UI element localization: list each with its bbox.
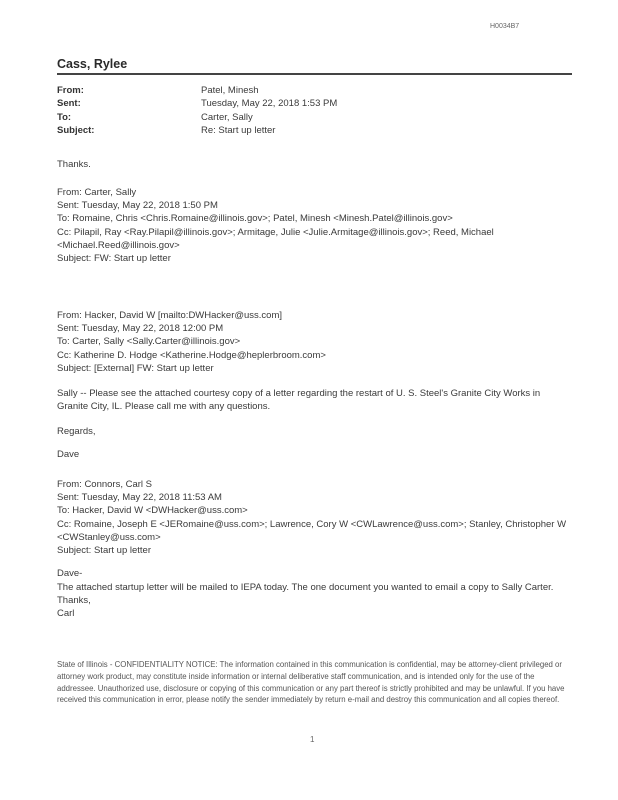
forward-1-header	[57, 186, 572, 265]
to-value: Carter, Sally	[201, 111, 253, 123]
message-header	[57, 84, 572, 138]
fwd2-subject: Subject: [External] FW: Start up letter	[57, 362, 214, 374]
sent-value: Tuesday, May 22, 2018 1:53 PM	[201, 98, 338, 110]
fwd1-cc: Cc: Pilapil, Ray <Ray.Pilapil@illinois.gov>; Armitage, Julie <Julie.Armitage@illinois.gov>; Reed, Michael	[57, 226, 494, 238]
fwd2-body: Sally -- Please see the attached courtesy copy of a letter regarding the restart of U. S. Steel's Granite City Works in Granite City, IL. Please call me with any questions.	[57, 388, 541, 413]
fwd1-from: From: Carter, Sally	[57, 187, 137, 198]
to-label: To:	[57, 111, 72, 123]
fwd3-to: To: Hacker, David W <DWHacker@uss.com>	[57, 505, 248, 517]
page-number: 1	[310, 735, 315, 744]
fwd3-sent: Sent: Tuesday, May 22, 2018 11:53 AM	[57, 492, 222, 504]
fwd2-regards: Regards,	[57, 426, 96, 437]
fwd3-cc-cont: <CWStanley@uss.com>	[57, 531, 161, 543]
forward-2-header	[57, 309, 572, 375]
fwd1-subject: Subject: FW: Start up letter	[57, 253, 171, 265]
header-sent-row	[57, 97, 572, 110]
subject-label: Subject:	[57, 125, 95, 137]
fwd3-thanks: Thanks,	[57, 595, 91, 606]
header-to-row	[57, 111, 572, 124]
fwd1-sent: Sent: Tuesday, May 22, 2018 1:50 PM	[57, 200, 218, 212]
from-label: From:	[57, 85, 84, 96]
bates-number: H0034B7	[490, 23, 520, 30]
sent-label: Sent:	[57, 98, 81, 110]
forward-3-header	[57, 478, 572, 557]
fwd3-greeting: Dave-	[57, 568, 83, 579]
header-subject-row	[57, 124, 572, 137]
subject-value: Re: Start up letter	[201, 125, 276, 137]
fwd2-sent: Sent: Tuesday, May 22, 2018 12:00 PM	[57, 323, 224, 335]
fwd1-to: To: Romaine, Chris <Chris.Romaine@illinois.gov>; Patel, Minesh <Minesh.Patel@illinois.gov>	[57, 213, 453, 225]
fwd2-to: To: Carter, Sally <Sally.Carter@illinois.gov>	[57, 336, 241, 348]
confidentiality-notice: State of Illinois - CONFIDENTIALITY NOTICE: The information contained in this communication is confidential, may be attorney-client privileged or attorney work product, may constitute inside information or internal deliberative staff communication, and is intended only for the use of the addressee. Unauthorized use, disclosure or copying of this communication or any part thereof is strictly prohibited and may be unlawful. If you have received this communication in error, please notify the sender immediately by return e-mail and destroy this communication and all copies thereof.	[57, 660, 565, 705]
fwd3-body: The attached startup letter will be mailed to IEPA today. The one document you wanted to email a copy to Sally Carter.	[57, 582, 554, 593]
from-value: Patel, Minesh	[201, 85, 259, 96]
fwd3-signature: Carl	[57, 608, 75, 619]
fwd3-subject: Subject: Start up letter	[57, 545, 151, 557]
fwd2-signature: Dave	[57, 449, 80, 460]
message-body: Thanks.	[57, 159, 91, 170]
fwd3-cc: Cc: Romaine, Joseph E <JERomaine@uss.com>; Lawrence, Cory W <CWLawrence@uss.com>; Stanley, Christopher W	[57, 518, 567, 530]
header-rule	[57, 73, 572, 75]
fwd2-cc: Cc: Katherine D. Hodge <Katherine.Hodge@heplerbroom.com>	[57, 349, 326, 361]
fwd1-cc-cont: <Michael.Reed@illinois.gov>	[57, 239, 180, 251]
header-from-row	[57, 84, 572, 97]
mailbox-owner: Cass, Rylee	[57, 57, 128, 71]
fwd2-from: From: Hacker, David W [mailto:DWHacker@uss.com]	[57, 310, 283, 321]
fwd3-from: From: Connors, Carl S	[57, 479, 153, 490]
